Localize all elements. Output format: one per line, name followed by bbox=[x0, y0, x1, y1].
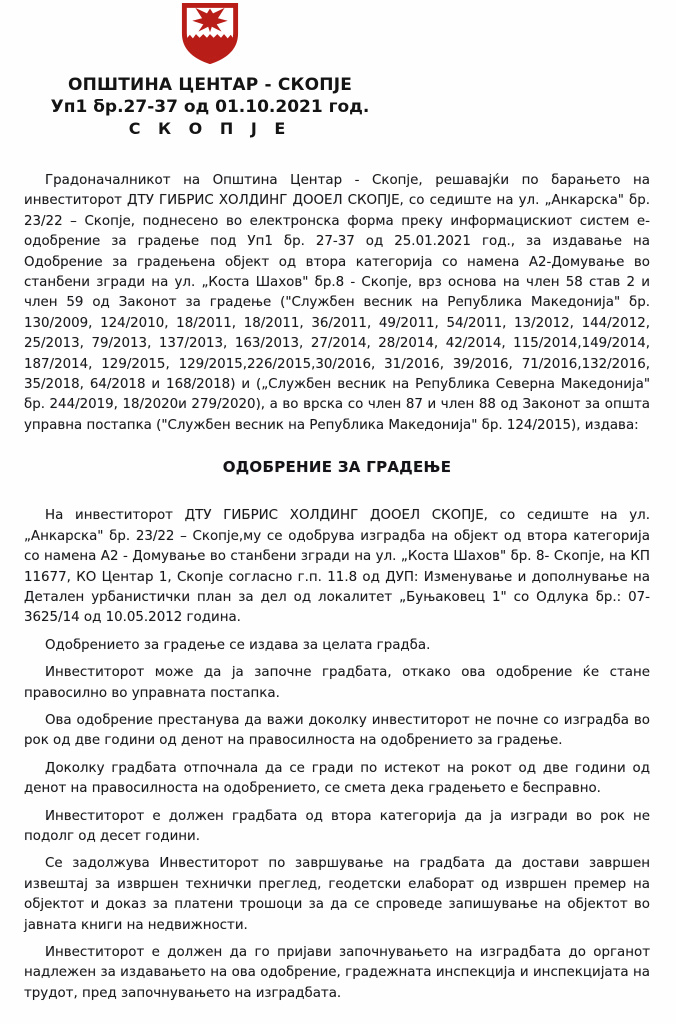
body-paragraph-expiry: Ова одобрение престанува да важи доколку инвеститорот не почне со изградба во рок од две години од денот на правосилноста на одобрението за градење. bbox=[24, 712, 650, 749]
document-title: ОДОБРЕНИЕ ЗА ГРАДЕЊЕ bbox=[222, 458, 452, 477]
city-name: С К О П Ј Е bbox=[128, 119, 292, 138]
body-paragraph-investor-approval: На инвеститорот ДТУ ГИБРИС ХОЛДИНГ ДООЕЛ СКОПЈЕ, со седиште на ул. „Анкарска" бр. 23/22 – Скопје,му се одобрува изградба на објект од втора категорија со намена А2 - Домување во станбени згради на ул. „Коста Шахов" бр. 8- Скопје, на КП 11677, КО Центар 1, Скопје согласно г.п. 11.8 од ДУП: Изменување и дополнување на Детален урбанистички план за дел од локалитет „Буњаковец 1" со Одлука бр.: 07-3625/14 од 10.05.2012 година. bbox=[24, 508, 650, 626]
body-paragraph-ten-year-term: Инвеститорот е должен градбата од втора категорија да ја изгради во рок не подолг од десет години. bbox=[24, 808, 650, 844]
intro-paragraph: Градоначалникот на Општина Центар - Скопје, решавајќи по барањето на инвеститорот ДТУ ГИБРИС ХОЛДИНГ ДООЕЛ СКОПЈЕ, со седиште на ул. „Анкарска" бр. 23/22 – Скопје, поднесено во електронска форма преку информацискиот систем е-одобрение за градење под Уп1 бр. 27-37 од 25.01.2021 год., за издавање на Одобрение за градењена објект од втора категорија со намена А2-Домување во станбени згради на ул. „Коста Шахов" бр.8 - Скопје, врз основа на член 58 став 2 и член 59 од Законот за градење ("Службен весник на Република Македонија" бр. 130/2009, 124/2010, 18/2011, 18/2011, 36/2011, 49/2011, 54/2011, 13/2012, 144/2012, 25/2013, 79/2013, 137/2013, 163/2013, 27/2014, 28/2014, 42/2014, 115/2014,149/2014, 187/2014, 129/2015, 129/2015,226/2015,30/2016, 31/2016, 39/2016, 71/2016,132/2016, 35/2018, 64/2018 и 168/2018) и („Службен весник на Република Северна Македонија" бр. 244/2019, 18/2020и 279/2020), а во врска со член 87 и член 88 од Законот за општа управна постапка ("Службен весник на Република Македонија" бр. 124/2015), издава: bbox=[24, 173, 650, 433]
municipality-name: ОПШТИНА ЦЕНТАР - СКОПЈЕ bbox=[67, 75, 353, 95]
case-number: Уп1 бр.27-37 од 01.10.2021 год. bbox=[50, 97, 370, 117]
body-paragraph-illegal-construction: Доколку градбата отпочнала да се гради по истекот на рокот од две години од денот на правосилноста на одобрението, се смета дека градењето е бесправно. bbox=[24, 760, 650, 797]
body-paragraph-start-validity: Инвеститорот може да ја започне градбата, откако ова одобрение ќе стане правосилно во управната постапка. bbox=[24, 665, 650, 701]
body-paragraph-final-report: Се задолжува Инвеститорот по завршување на градбата да достави завршен извештај за извршен технички преглед, геодетски елаборат од извршен премер на објектот и доказ за платени трошоци за да се спроведе запишување на објектот во јавната книги на недвижности. bbox=[24, 856, 650, 933]
document-header bbox=[24, 3, 396, 138]
body-paragraph-whole-building: Одобрението за градење се издава за целата градба. bbox=[45, 637, 431, 653]
municipality-crest-icon bbox=[177, 3, 243, 64]
body-paragraph-notify-authorities: Инвеститорот е должен да го пријави започнувањето на изградбата до органот надлежен за издавањето на ова одобрение, градежната инспекција и инспекцијата на трудот, пред започнувањето на изградбата. bbox=[24, 945, 650, 1001]
